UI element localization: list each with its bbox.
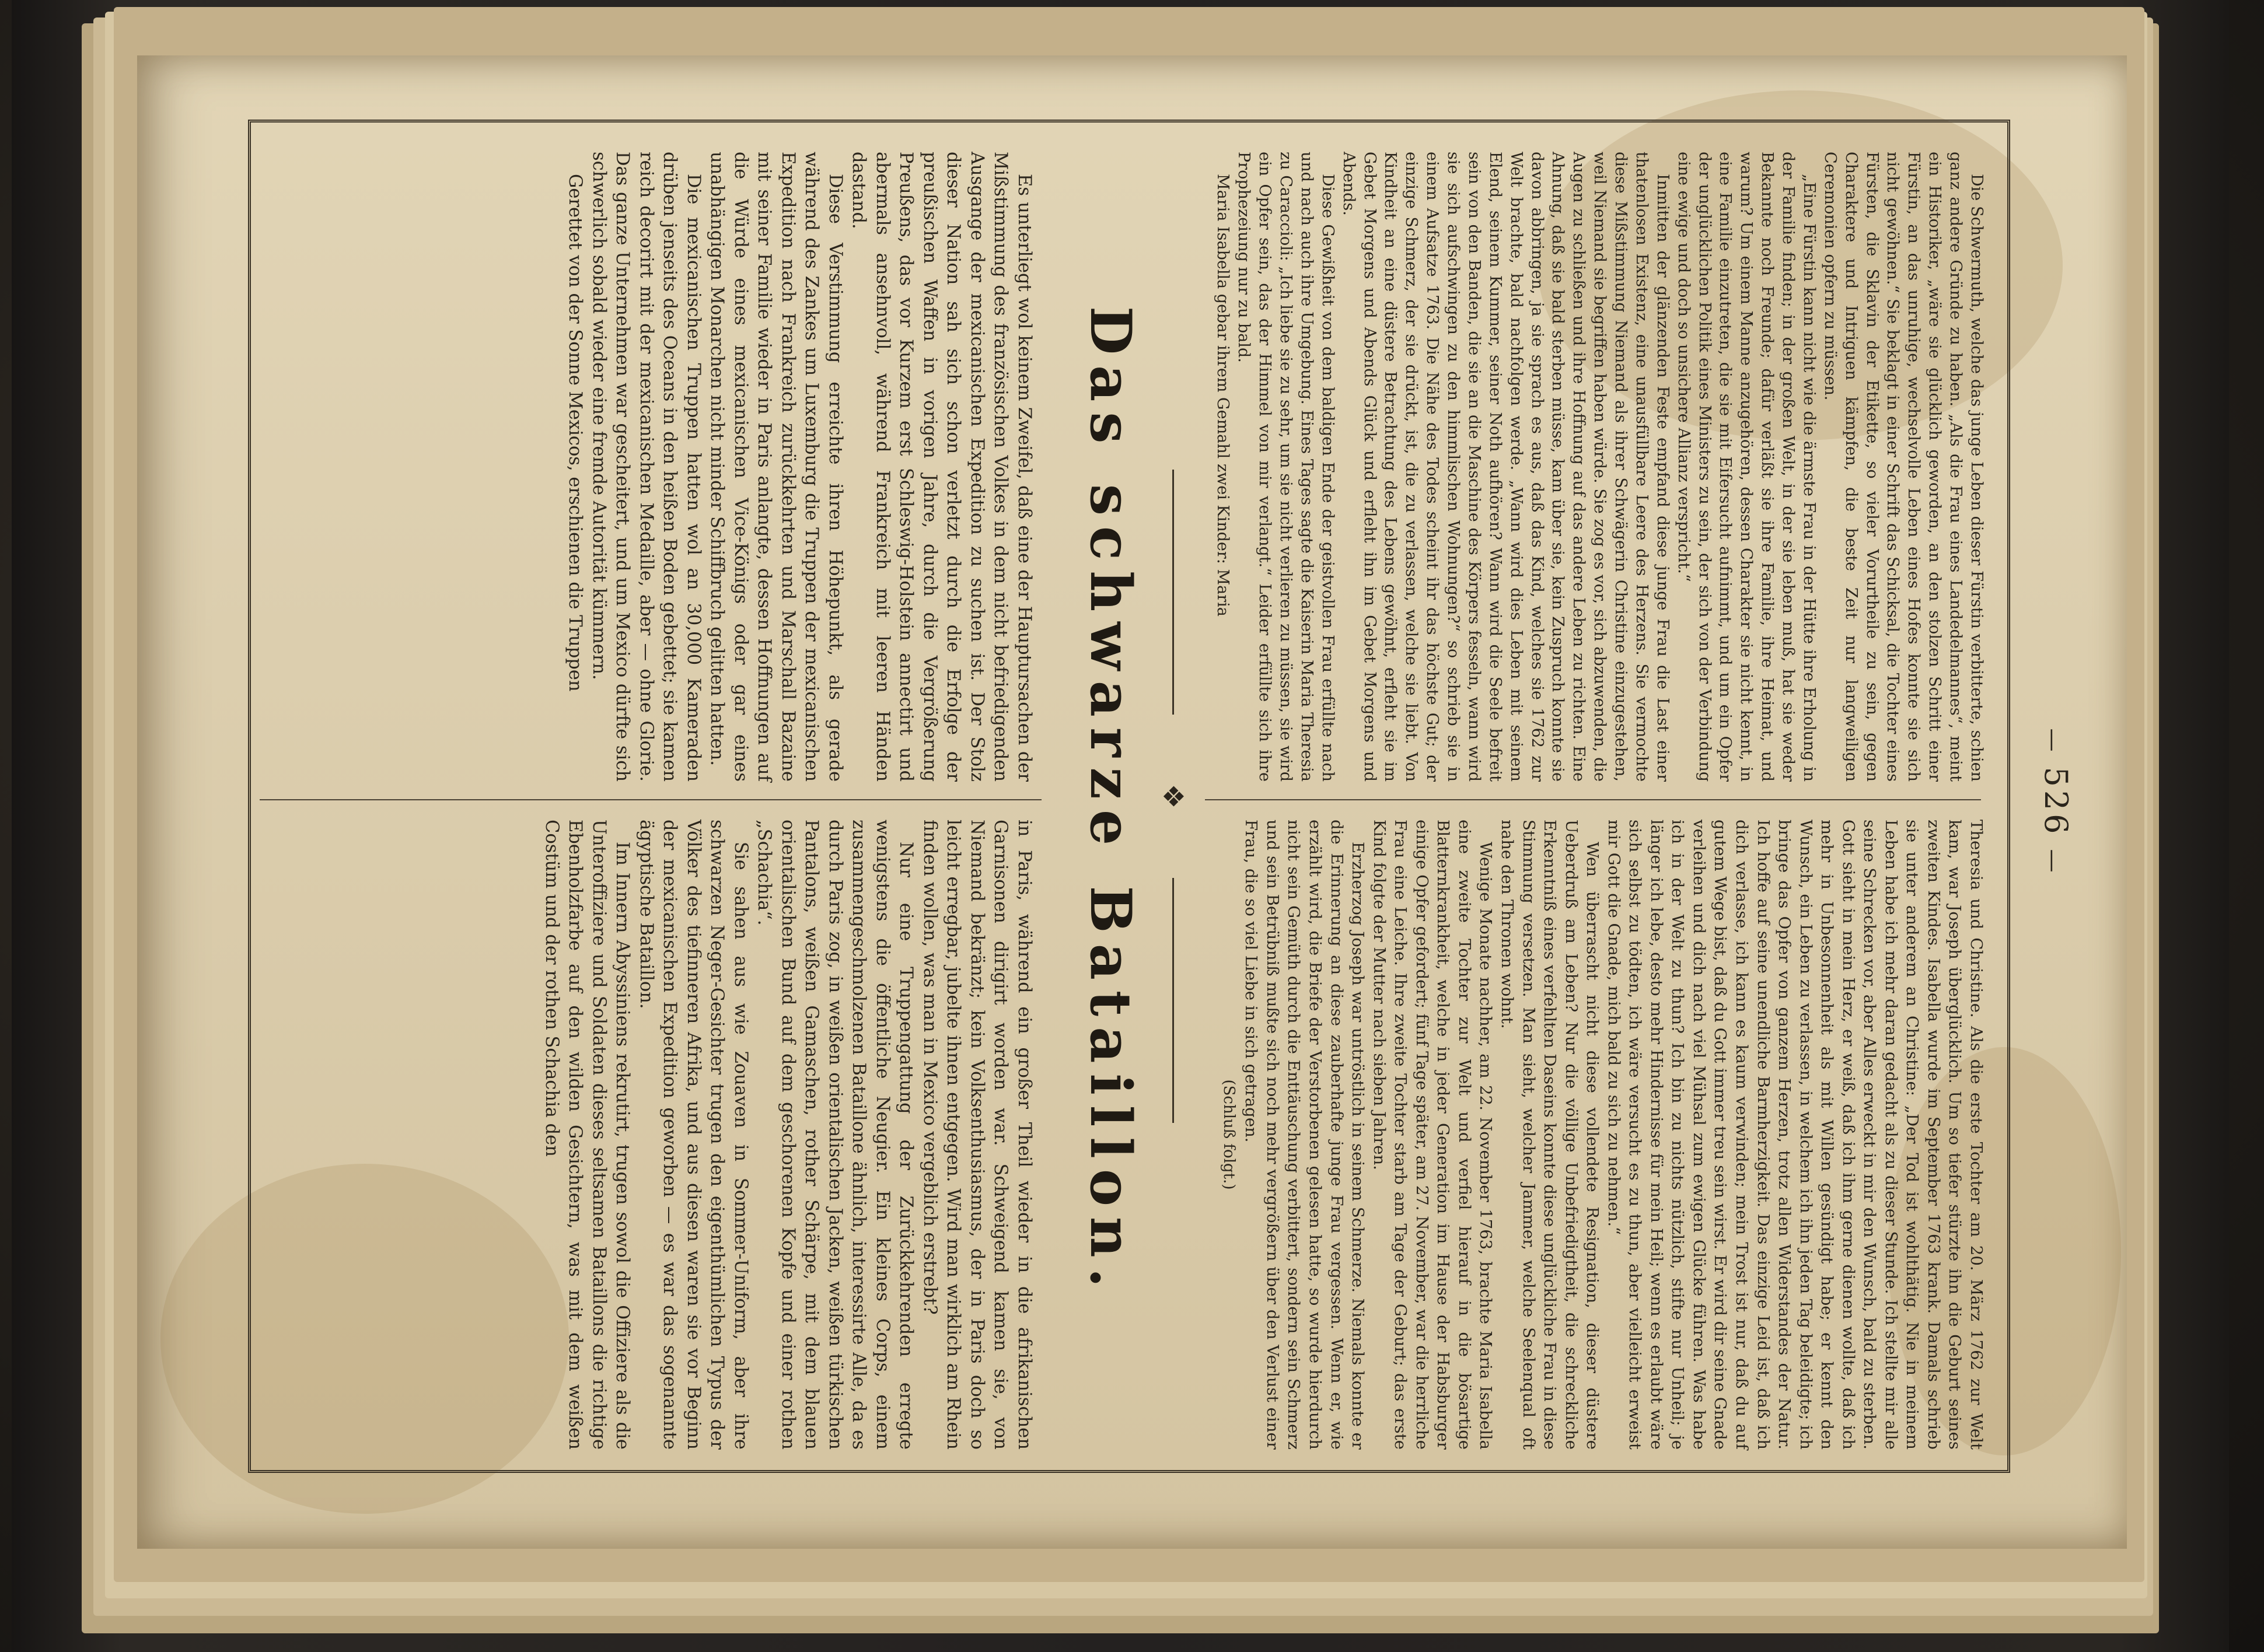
paragraph: Maria Isabella gebar ihrem Gemahl zwei Kinder: Maria: [1214, 174, 1232, 617]
continuation-note: (Schluß folgt.): [1220, 1079, 1238, 1190]
section-divider: [1155, 160, 1190, 1432]
article1-right-column: [1218, 820, 1987, 1450]
divider-line: [1172, 470, 1174, 715]
paragraph: Es unterliegt wol keinem Zweifel, daß eine der Hauptursachen der Mißstimmung des französischen Volkes in dem nicht befriedigenden Ausgange der mexicanischen Expedition zu suchen ist. Der Stolz dieser Nation sah sich schon verletzt durch die Erfolge der preußischen Waffen in vorigen Jahre, durch die Vergrößerung Preußens, das vor Kurzem erst Schleswig-Holstein annectirt und abermals ansehnvoll, während Frankreich mit leeren Händen dastand.: [848, 152, 1035, 782]
paragraph: Inmitten der glänzenden Feste empfand diese junge Frau die Last einer thatenlosen Existenz, eine unausfüllbare Leere des Herzens. Sie vermochte diese Mißstimmung Niemand als ihrer Schwägerin Christine einzugestehen, weil Niemand sie begriffen haben würde. Sie zog es vor, sich abzuwenden, die Augen zu schließen und ihre Hoffnung auf das andere Leben zu richten. Eine Ahnung, daß sie bald sterben müsse, kam über sie, kein Zuspruch konnte sie davon abbringen, ja sie sprach es aus, daß das Kind, welches sie 1762 zur Welt brachte, bald nachfolgen werde. „Wann wird dies Leben mit seinem Elend, seinem Kummer, seiner Noth aufhören? Wann wird die Seele befreit sein von den Banden, die sie an die Maschine des Körpers fesseln, wann wird sie sich aufschwingen zu den himmlischen Wohnungen?“ so schrieb sie in einem Aufsatze 1763. Die Nähe des Todes scheint ihr das höchste Gut; der einzige Schmerz, der sie drückt, ist, die zu verlassen, welche sie liebt. Von Kindheit an eine düstere Betrachtung des Lebens gewöhnt, erfleht sie im Gebet Morgens und Abends Glück und erfleht ihn im Gebet Morgens und Abends.: [1339, 152, 1672, 782]
paragraph: Die mexicanischen Truppen hatten wol an 30,000 Kameraden drüben jenseits des Oceans in den heißen Boden gebettet; sie kamen reich decorirt mit der mexicanischen Medaille, aber — ohne Glorie. Das ganze Unternehmen war gescheitert, und um Mexico dürfte sich schwerlich sobald wieder eine fremde Autorität kümmern.: [589, 152, 704, 782]
paragraph: Wen überrascht nicht diese vollendete Resignation, dieser düstere Ueberdruß am Leben? Nur die völlige Unbefriedigtheit, die schreckliche Erkenntniß eines verfehlten Daseins konnte diese unglückliche Frau in diese Stimmung versetzen. Man sieht, welcher Jammer, welche Seelenqual oft nahe den Thronen wohnt.: [1497, 820, 1602, 1450]
page-number-value: 526: [2038, 766, 2074, 838]
paragraph: Die Schwermuth, welche das junge Leben dieser Fürstin verbitterte, schien ganz andere Gründe zu haben. „Als die Frau eines Landedelmannes“, meint ein Historiker, „wäre sie glücklich geworden, an den stolzen Schritt einer Fürstin, an das unruhige, wechselvolle Leben eines Hofes konnte sie sich nicht gewöhnen.“ Sie beklagt in einer Schrift das Schicksal, die Tochter eines Fürsten, die Sklavin der Etikette, so vieler Vorurtheile zu sein, gegen Charaktere und Intriguen kämpfen, die beste Zeit nur langweiligen Ceremonien opfern zu müssen.: [1821, 152, 1986, 782]
paragraph: Diese Gewißheit von dem baldigen Ende der geistvollen Frau erfüllte nach und nach auch ihre Umgebung. Eines Tages sagte die Kaiserin Maria Theresia zu Caraccioli: „Ich liebe sie zu sehr, um sie nicht verlieren zu müssen, sie wird ein Opfer sein, das der Himmel von mir verlangt.“ Leider erfüllte sich ihre Prophezeiung nur zu bald.: [1235, 152, 1337, 782]
divider-line: [1172, 878, 1174, 1123]
article-title: Das schwarze Bataillon.: [1078, 306, 1144, 1298]
book-page: [137, 55, 2127, 1549]
paragraph: Sie sahen aus wie Zouaven in Sommer-Uniform, aber ihre schwarzen Neger-Gesichter trugen den eigenthümlichen Typus der Völker des tiefinneren Afrika, und aus diesen waren sie vor Beginn der mexicanischen Expedition geworben — es war das sogenannte ägyptische Bataillon.: [636, 820, 751, 1450]
page-number: —526—: [2038, 728, 2074, 876]
article2-left-column: [563, 152, 1036, 782]
paragraph: Erzherzog Joseph war untröstlich in seinem Schmerze. Niemals konnte er die Erinnerung an diese zauberhafte junge Frau vergessen. Wenn er, wie erzählt wird, die Briefe der Verstorbenen gelesen hatte, so wurde hierdurch nicht sein Gemüth durch die Enttäuschung verbittert, sondern sein Schmerz und sein Betrübniß mußte sich noch mehr vergrößern über den Verlust einer Frau, die so viel Liebe in sich getragen.: [1242, 820, 1368, 1450]
paragraph: Diese Verstimmung erreichte ihren Höhepunkt, als gerade während des Zankes um Luxemburg die Truppen der mexicanischen Expedition nach Frankreich zurückkehrten und Marschall Bazaine mit seiner Familie wieder in Paris anlangte, dessen Hoffnungen auf die Würde eines mexicanischen Vice-Königs oder gar eines unabhängigen Monarchen nicht minder Schiffbruch gelitten hatten.: [707, 152, 845, 782]
ornament-icon: ❖: [1157, 783, 1189, 809]
paragraph: Wenige Monate nachher, am 22. November 1763, brachte Maria Isabella eine zweite Tochter zur Welt und verfiel hierauf in die bösartige Blatternkrankheit, welche in jeder Generation im Hause der Habsburger einige Opfer gefordert; fünf Tage später, am 27. November, war die herrliche Frau eine Leiche. Ihre zweite Tochter starb am Tage der Geburt; das erste Kind folgte der Mutter nach sieben Jahren.: [1369, 820, 1496, 1450]
paragraph: Nur eine Truppengattung der Zurückkehrenden erregte wenigstens die öffentliche Neugier. Ein kleines Corps, einem zusammengeschmolzenen Bataillone ähnlich, interessirte Alle, da es durch Paris zog, in weißen orientalischen Jacken, weißen türkischen Pantalons, weißen Gamaschen, rother Schärpe, mit dem blauen orientalischen Bund auf dem geschorenen Kopfe und einer rothen „Schachia“.: [754, 820, 917, 1450]
paragraph: Im Innern Abyssiniens rekrutirt, trugen sowol die Offiziere als die Unteroffiziere und Soldaten dieses seltsamen Bataillons die richtige Ebenholzfarbe auf den wilden Gesichtern, was mit dem weißen Costüm und der rothen Schachia den: [541, 820, 633, 1450]
paragraph: Theresia und Christine. Als die erste Tochter am 20. März 1762 zur Welt kam, war Joseph überglücklich. Um so tiefer stürzte ihn die Geburt seines zweiten Kindes. Isabella wurde im September 1763 krank. Damals schrieb sie unter anderem an Christine: „Der Tod ist wohlthätig. Nie in meinem Leben habe ich mehr daran gedacht als zu dieser Stunde. Ich stellte mir alle seine Schrecken vor, aber Alles erweckt in mir den Wunsch, bald zu sterben. Gott sieht in mein Herz, er weiß, daß ich ihm gerne dienen wollte, daß ich mehr in Unbesonnenheit als mit Willen gesündigt habe; er kennt den Wunsch, ein Leben zu verlassen, in welchem ich ihn jeden Tag beleidigte; ich bringe das Opfer von ganzem Herzen, trotz allen Widerstandes der Natur. Ich hoffe auf seine unendliche Barmherzigkeit. Das einzige Leid ist, daß ich dich verlasse, ich kann es kaum verwinden; mein Trost ist nur, daß du auf gutem Wege bist, daß du Gott immer treu sein wirst. Er wird dir seine Gnade verleihen und dich nach viel Mühsal zum ewigen Glücke führen. Was habe ich in der Welt zu thun? Ich bin zu nichts nützlich, stifte nur Unheil; je länger ich lebe, desto mehr Hindernisse für mein Heil; wenn es erlaubt wäre sich selbst zu tödten, ich wäre versucht es zu thun, aber vielleicht erweist mir Gott die Gnade, mich bald zu sich zu nehmen.“: [1604, 820, 1986, 1450]
paragraph: in Paris, während ein großer Theil wieder in die afrikanischen Garnisonen dirigirt worden war. Schweigend kamen sie, von Niemand bekränzt; kein Volksenthusiasmus, der in Paris doch so leicht erregbar, jubelte ihnen entgegen. Wird man wirklich am Rhein finden wollen, was man in Mexico vergeblich erstrebt?: [920, 820, 1035, 1450]
rotated-page-content: [137, 55, 2127, 1549]
paragraph: „Eine Fürstin kann nicht wie die ärmste Frau in der Hütte ihre Erholung in der Familie finden; in der großen Welt, in der sie leben muß, hat sie weder Bekannte noch Freunde; dafür verläßt sie ihre Familie, ihre Heimat, und warum? Um einem Manne anzugehören, dessen Charakter sie nicht kennt, in eine Familie einzutreten, die sie mit Eifersucht aufnimmt, und um ein Opfer der unglücklichen Politik eines Ministers zu sein, der sich von der Verbindung eine ewige und doch so unsichere Allianz verspricht.“: [1674, 152, 1818, 782]
column-rule: [1205, 799, 1981, 800]
column-rule: [260, 799, 1042, 800]
article2-right-column: [540, 820, 1036, 1450]
paragraph: Gerettet von der Sonne Mexicos, erschienen die Truppen: [565, 174, 586, 692]
article1-left-column: [1213, 152, 1987, 782]
